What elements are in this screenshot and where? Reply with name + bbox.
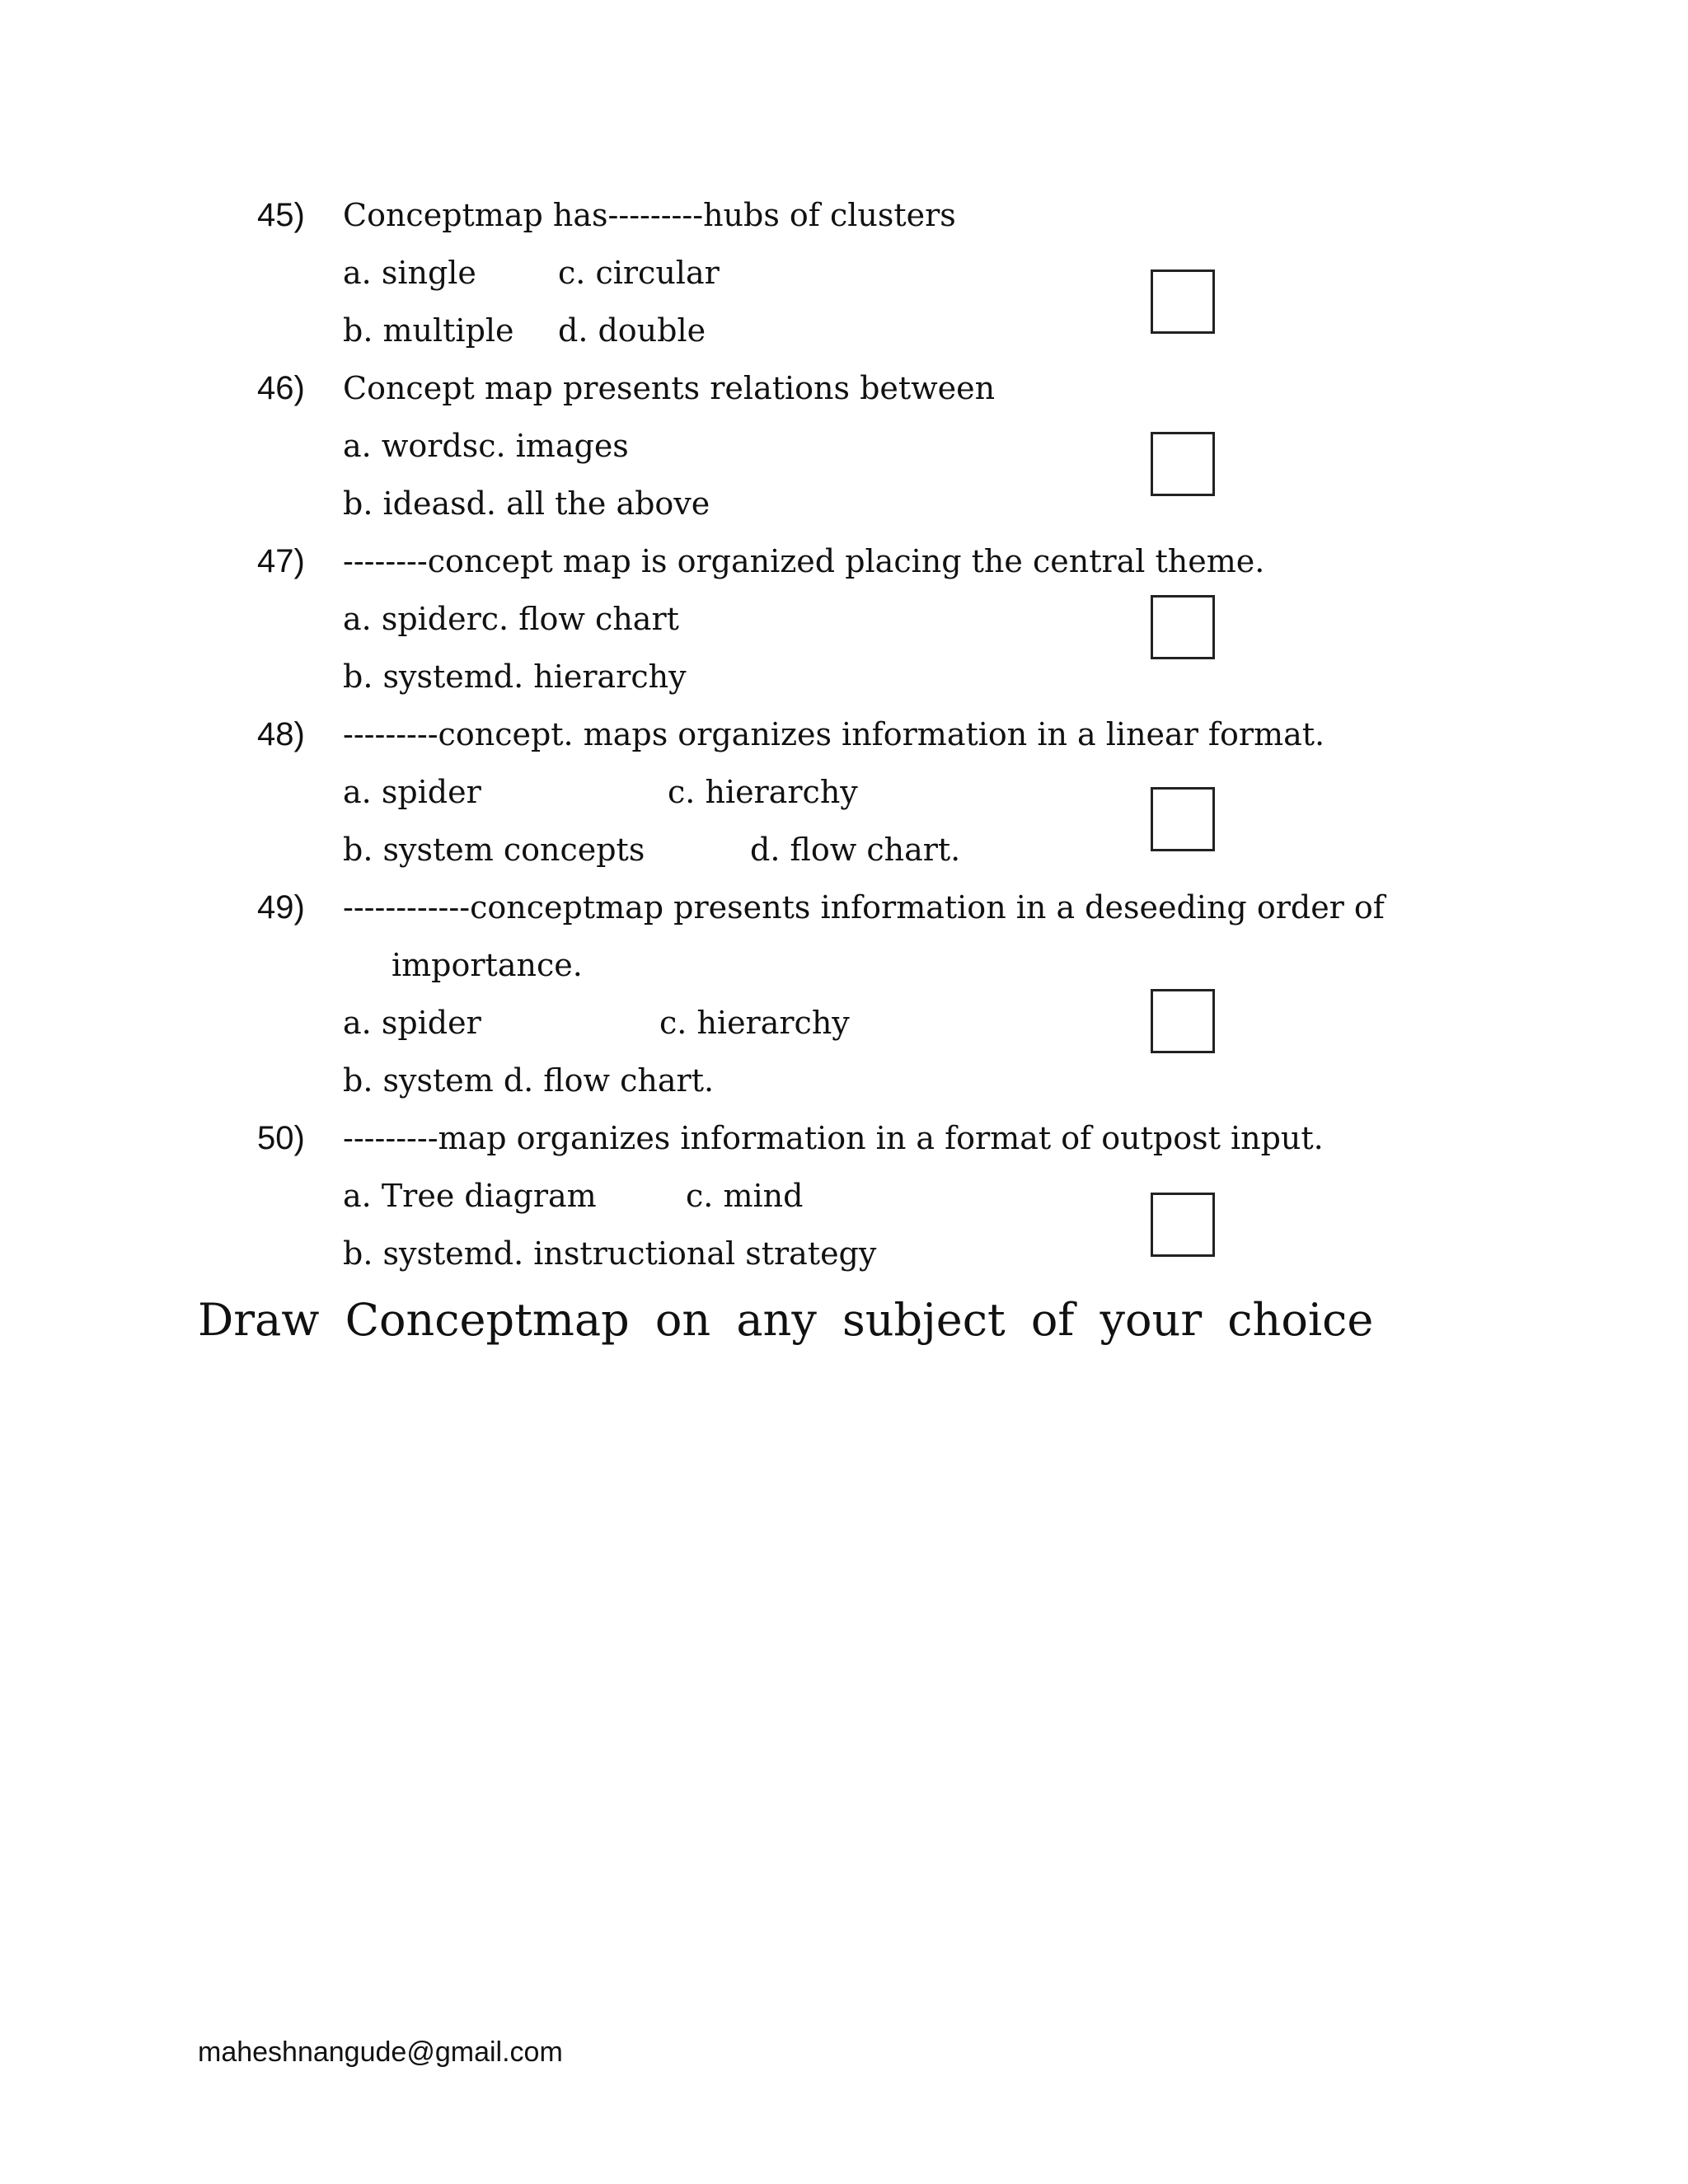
footer-email: maheshnangude@gmail.com <box>198 2036 563 2068</box>
answer-box[interactable] <box>1151 595 1215 659</box>
question-number: 46) <box>257 370 305 406</box>
question-number: 47) <box>257 543 305 579</box>
answer-box[interactable] <box>1151 269 1215 334</box>
option-c: c. circular <box>558 255 720 291</box>
question-number: 49) <box>257 889 305 926</box>
question-text: Concept map presents relations between <box>343 370 996 406</box>
options-line-2: b. systemd. instructional strategy <box>343 1235 877 1272</box>
answer-box[interactable] <box>1151 787 1215 851</box>
question-number: 48) <box>257 716 305 752</box>
option-b: b. system concepts <box>343 832 645 868</box>
question-text-continued: importance. <box>392 947 583 983</box>
option-a: a. Tree diagram <box>343 1178 597 1214</box>
question-text: ---------concept. maps organizes information in a linear format. <box>343 716 1325 752</box>
option-a: a. single <box>343 255 476 291</box>
question-text: Conceptmap has---------hubs of clusters <box>343 197 956 233</box>
question-number: 45) <box>257 197 305 233</box>
options-line-2: b. system d. flow chart. <box>343 1062 715 1099</box>
options-line-1: a. spiderc. flow chart <box>343 601 679 637</box>
question-text: ------------conceptmap presents information in a deseeding order of <box>343 889 1385 926</box>
option-a: a. spider <box>343 774 481 810</box>
answer-box[interactable] <box>1151 1193 1215 1257</box>
option-a: a. spider <box>343 1005 481 1041</box>
options-line-2: b. systemd. hierarchy <box>343 658 687 695</box>
option-c: c. hierarchy <box>668 774 858 810</box>
question-text: --------concept map is organized placing the central theme. <box>343 543 1265 579</box>
option-d: d. flow chart. <box>750 832 961 868</box>
option-b: b. multiple <box>343 312 514 349</box>
question-number: 50) <box>257 1120 305 1156</box>
answer-box[interactable] <box>1151 432 1215 496</box>
answer-box[interactable] <box>1151 989 1215 1053</box>
options-line-2: b. ideasd. all the above <box>343 485 710 522</box>
option-d: d. double <box>558 312 706 349</box>
option-c: c. mind <box>686 1178 804 1214</box>
concept-map-instruction: Draw Conceptmap on any subject of your choice <box>198 1294 1374 1346</box>
question-text: ---------map organizes information in a format of outpost input. <box>343 1120 1324 1156</box>
options-line-1: a. wordsc. images <box>343 428 629 464</box>
option-c: c. hierarchy <box>659 1005 850 1041</box>
